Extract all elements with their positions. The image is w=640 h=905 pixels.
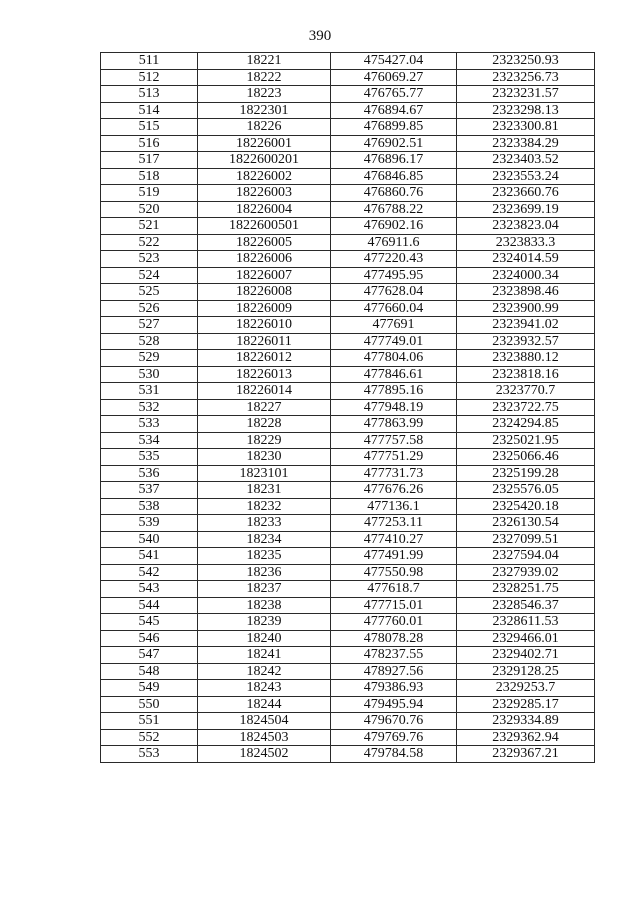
y-coordinate-cell: 2329128.25 — [457, 663, 595, 680]
table-row — [101, 432, 595, 449]
row-index-cell: 511 — [101, 53, 198, 70]
y-coordinate-cell: 2323298.13 — [457, 102, 595, 119]
y-coordinate-cell: 2325420.18 — [457, 498, 595, 515]
y-coordinate-cell: 2325066.46 — [457, 449, 595, 466]
y-coordinate-cell: 2324294.85 — [457, 416, 595, 433]
table-body — [101, 53, 595, 763]
table-row — [101, 102, 595, 119]
x-coordinate-cell: 477760.01 — [331, 614, 457, 631]
y-coordinate-cell: 2323770.7 — [457, 383, 595, 400]
x-coordinate-cell: 477846.61 — [331, 366, 457, 383]
x-coordinate-cell: 476860.76 — [331, 185, 457, 202]
row-index-cell: 523 — [101, 251, 198, 268]
y-coordinate-cell: 2328251.75 — [457, 581, 595, 598]
row-index-cell: 547 — [101, 647, 198, 664]
y-coordinate-cell: 2329285.17 — [457, 696, 595, 713]
row-index-cell: 516 — [101, 135, 198, 152]
y-coordinate-cell: 2325021.95 — [457, 432, 595, 449]
x-coordinate-cell: 477410.27 — [331, 531, 457, 548]
x-coordinate-cell: 477715.01 — [331, 597, 457, 614]
point-id-cell: 18226008 — [198, 284, 331, 301]
y-coordinate-cell: 2323384.29 — [457, 135, 595, 152]
y-coordinate-cell: 2323900.99 — [457, 300, 595, 317]
y-coordinate-cell: 2329367.21 — [457, 746, 595, 763]
x-coordinate-cell: 477757.58 — [331, 432, 457, 449]
row-index-cell: 546 — [101, 630, 198, 647]
row-index-cell: 519 — [101, 185, 198, 202]
point-id-cell: 18244 — [198, 696, 331, 713]
x-coordinate-cell: 477804.06 — [331, 350, 457, 367]
table-row — [101, 300, 595, 317]
y-coordinate-cell: 2323941.02 — [457, 317, 595, 334]
y-coordinate-cell: 2326130.54 — [457, 515, 595, 532]
table-row — [101, 383, 595, 400]
x-coordinate-cell: 478237.55 — [331, 647, 457, 664]
row-index-cell: 549 — [101, 680, 198, 697]
table-row — [101, 515, 595, 532]
y-coordinate-cell: 2328546.37 — [457, 597, 595, 614]
x-coordinate-cell: 477660.04 — [331, 300, 457, 317]
x-coordinate-cell: 475427.04 — [331, 53, 457, 70]
x-coordinate-cell: 476896.17 — [331, 152, 457, 169]
row-index-cell: 518 — [101, 168, 198, 185]
row-index-cell: 548 — [101, 663, 198, 680]
point-id-cell: 18226003 — [198, 185, 331, 202]
row-index-cell: 551 — [101, 713, 198, 730]
table-row — [101, 284, 595, 301]
table-row — [101, 597, 595, 614]
table-row — [101, 498, 595, 515]
y-coordinate-cell: 2325199.28 — [457, 465, 595, 482]
point-id-cell: 18221 — [198, 53, 331, 70]
y-coordinate-cell: 2324000.34 — [457, 267, 595, 284]
table-row — [101, 482, 595, 499]
row-index-cell: 526 — [101, 300, 198, 317]
point-id-cell: 18242 — [198, 663, 331, 680]
x-coordinate-cell: 477948.19 — [331, 399, 457, 416]
x-coordinate-cell: 477618.7 — [331, 581, 457, 598]
point-id-cell: 18237 — [198, 581, 331, 598]
x-coordinate-cell: 477253.11 — [331, 515, 457, 532]
y-coordinate-cell: 2323660.76 — [457, 185, 595, 202]
table-row — [101, 168, 595, 185]
point-id-cell: 18230 — [198, 449, 331, 466]
row-index-cell: 514 — [101, 102, 198, 119]
y-coordinate-cell: 2324014.59 — [457, 251, 595, 268]
x-coordinate-cell: 479769.76 — [331, 729, 457, 746]
table-row — [101, 185, 595, 202]
y-coordinate-cell: 2323833.3 — [457, 234, 595, 251]
row-index-cell: 534 — [101, 432, 198, 449]
y-coordinate-cell: 2329253.7 — [457, 680, 595, 697]
y-coordinate-cell: 2323231.57 — [457, 86, 595, 103]
x-coordinate-cell: 477691 — [331, 317, 457, 334]
row-index-cell: 544 — [101, 597, 198, 614]
table-row — [101, 152, 595, 169]
y-coordinate-cell: 2323722.75 — [457, 399, 595, 416]
table-row — [101, 680, 595, 697]
table-row — [101, 630, 595, 647]
table-row — [101, 201, 595, 218]
point-id-cell: 18226007 — [198, 267, 331, 284]
x-coordinate-cell: 478927.56 — [331, 663, 457, 680]
point-id-cell: 18226 — [198, 119, 331, 136]
table-row — [101, 449, 595, 466]
x-coordinate-cell: 477751.29 — [331, 449, 457, 466]
row-index-cell: 528 — [101, 333, 198, 350]
row-index-cell: 535 — [101, 449, 198, 466]
y-coordinate-cell: 2323898.46 — [457, 284, 595, 301]
point-id-cell: 18239 — [198, 614, 331, 631]
point-id-cell: 18232 — [198, 498, 331, 515]
point-id-cell: 18240 — [198, 630, 331, 647]
row-index-cell: 542 — [101, 564, 198, 581]
row-index-cell: 525 — [101, 284, 198, 301]
point-id-cell: 18226001 — [198, 135, 331, 152]
table-row — [101, 234, 595, 251]
y-coordinate-cell: 2323403.52 — [457, 152, 595, 169]
point-id-cell: 1822600501 — [198, 218, 331, 235]
table-row — [101, 465, 595, 482]
point-id-cell: 18229 — [198, 432, 331, 449]
x-coordinate-cell: 476765.77 — [331, 86, 457, 103]
row-index-cell: 533 — [101, 416, 198, 433]
row-index-cell: 552 — [101, 729, 198, 746]
row-index-cell: 530 — [101, 366, 198, 383]
row-index-cell: 529 — [101, 350, 198, 367]
row-index-cell: 522 — [101, 234, 198, 251]
row-index-cell: 513 — [101, 86, 198, 103]
table-row — [101, 333, 595, 350]
x-coordinate-cell: 477676.26 — [331, 482, 457, 499]
page-number: 390 — [308, 28, 332, 44]
y-coordinate-cell: 2327939.02 — [457, 564, 595, 581]
x-coordinate-cell: 476846.85 — [331, 168, 457, 185]
point-id-cell: 18223 — [198, 86, 331, 103]
y-coordinate-cell: 2323818.16 — [457, 366, 595, 383]
row-index-cell: 536 — [101, 465, 198, 482]
row-index-cell: 524 — [101, 267, 198, 284]
point-id-cell: 18235 — [198, 548, 331, 565]
point-id-cell: 18226002 — [198, 168, 331, 185]
point-id-cell: 18243 — [198, 680, 331, 697]
y-coordinate-cell: 2329402.71 — [457, 647, 595, 664]
point-id-cell: 18238 — [198, 597, 331, 614]
row-index-cell: 517 — [101, 152, 198, 169]
point-id-cell: 1822600201 — [198, 152, 331, 169]
x-coordinate-cell: 479670.76 — [331, 713, 457, 730]
x-coordinate-cell: 478078.28 — [331, 630, 457, 647]
x-coordinate-cell: 476911.6 — [331, 234, 457, 251]
x-coordinate-cell: 479784.58 — [331, 746, 457, 763]
table-row — [101, 564, 595, 581]
row-index-cell: 550 — [101, 696, 198, 713]
point-id-cell: 18226014 — [198, 383, 331, 400]
row-index-cell: 545 — [101, 614, 198, 631]
table-row — [101, 746, 595, 763]
x-coordinate-cell: 477749.01 — [331, 333, 457, 350]
y-coordinate-cell: 2323553.24 — [457, 168, 595, 185]
row-index-cell: 521 — [101, 218, 198, 235]
row-index-cell: 539 — [101, 515, 198, 532]
point-id-cell: 1823101 — [198, 465, 331, 482]
row-index-cell: 531 — [101, 383, 198, 400]
point-id-cell: 18226009 — [198, 300, 331, 317]
point-id-cell: 18226011 — [198, 333, 331, 350]
y-coordinate-cell: 2323932.57 — [457, 333, 595, 350]
table-row — [101, 399, 595, 416]
x-coordinate-cell: 477136.1 — [331, 498, 457, 515]
point-id-cell: 18222 — [198, 69, 331, 86]
x-coordinate-cell: 476069.27 — [331, 69, 457, 86]
point-id-cell: 18226010 — [198, 317, 331, 334]
row-index-cell: 553 — [101, 746, 198, 763]
x-coordinate-cell: 477220.43 — [331, 251, 457, 268]
y-coordinate-cell: 2323300.81 — [457, 119, 595, 136]
point-id-cell: 18226012 — [198, 350, 331, 367]
point-id-cell: 18226006 — [198, 251, 331, 268]
table-row — [101, 581, 595, 598]
table-row — [101, 647, 595, 664]
x-coordinate-cell: 476788.22 — [331, 201, 457, 218]
table-row — [101, 267, 595, 284]
row-index-cell: 532 — [101, 399, 198, 416]
y-coordinate-cell: 2323256.73 — [457, 69, 595, 86]
point-id-cell: 18226013 — [198, 366, 331, 383]
x-coordinate-cell: 477863.99 — [331, 416, 457, 433]
point-id-cell: 1822301 — [198, 102, 331, 119]
table-row — [101, 69, 595, 86]
table-row — [101, 713, 595, 730]
y-coordinate-cell: 2328611.53 — [457, 614, 595, 631]
table-row — [101, 696, 595, 713]
point-id-cell: 18226005 — [198, 234, 331, 251]
x-coordinate-cell: 477495.95 — [331, 267, 457, 284]
point-id-cell: 1824503 — [198, 729, 331, 746]
row-index-cell: 543 — [101, 581, 198, 598]
point-id-cell: 18228 — [198, 416, 331, 433]
table-row — [101, 135, 595, 152]
table-row — [101, 729, 595, 746]
y-coordinate-cell: 2323880.12 — [457, 350, 595, 367]
point-id-cell: 1824504 — [198, 713, 331, 730]
point-id-cell: 1824502 — [198, 746, 331, 763]
x-coordinate-cell: 477491.99 — [331, 548, 457, 565]
coordinates-table-container — [100, 52, 594, 763]
table-row — [101, 614, 595, 631]
table-row — [101, 350, 595, 367]
x-coordinate-cell: 479386.93 — [331, 680, 457, 697]
point-id-cell: 18231 — [198, 482, 331, 499]
point-id-cell: 18233 — [198, 515, 331, 532]
y-coordinate-cell: 2325576.05 — [457, 482, 595, 499]
y-coordinate-cell: 2329362.94 — [457, 729, 595, 746]
row-index-cell: 538 — [101, 498, 198, 515]
table-row — [101, 86, 595, 103]
table-row — [101, 218, 595, 235]
x-coordinate-cell: 476899.85 — [331, 119, 457, 136]
x-coordinate-cell: 476902.16 — [331, 218, 457, 235]
y-coordinate-cell: 2327099.51 — [457, 531, 595, 548]
y-coordinate-cell: 2327594.04 — [457, 548, 595, 565]
row-index-cell: 541 — [101, 548, 198, 565]
row-index-cell: 520 — [101, 201, 198, 218]
point-id-cell: 18234 — [198, 531, 331, 548]
x-coordinate-cell: 479495.94 — [331, 696, 457, 713]
x-coordinate-cell: 477895.16 — [331, 383, 457, 400]
y-coordinate-cell: 2329466.01 — [457, 630, 595, 647]
x-coordinate-cell: 477731.73 — [331, 465, 457, 482]
row-index-cell: 537 — [101, 482, 198, 499]
point-id-cell: 18226004 — [198, 201, 331, 218]
row-index-cell: 540 — [101, 531, 198, 548]
point-id-cell: 18241 — [198, 647, 331, 664]
row-index-cell: 527 — [101, 317, 198, 334]
point-id-cell: 18236 — [198, 564, 331, 581]
coordinates-table — [100, 52, 595, 763]
row-index-cell: 515 — [101, 119, 198, 136]
x-coordinate-cell: 477550.98 — [331, 564, 457, 581]
point-id-cell: 18227 — [198, 399, 331, 416]
x-coordinate-cell: 476894.67 — [331, 102, 457, 119]
table-row — [101, 317, 595, 334]
x-coordinate-cell: 476902.51 — [331, 135, 457, 152]
table-row — [101, 251, 595, 268]
x-coordinate-cell: 477628.04 — [331, 284, 457, 301]
table-row — [101, 416, 595, 433]
table-row — [101, 531, 595, 548]
table-row — [101, 53, 595, 70]
y-coordinate-cell: 2323699.19 — [457, 201, 595, 218]
table-row — [101, 366, 595, 383]
table-row — [101, 119, 595, 136]
table-row — [101, 548, 595, 565]
row-index-cell: 512 — [101, 69, 198, 86]
y-coordinate-cell: 2323250.93 — [457, 53, 595, 70]
y-coordinate-cell: 2323823.04 — [457, 218, 595, 235]
table-row — [101, 663, 595, 680]
y-coordinate-cell: 2329334.89 — [457, 713, 595, 730]
